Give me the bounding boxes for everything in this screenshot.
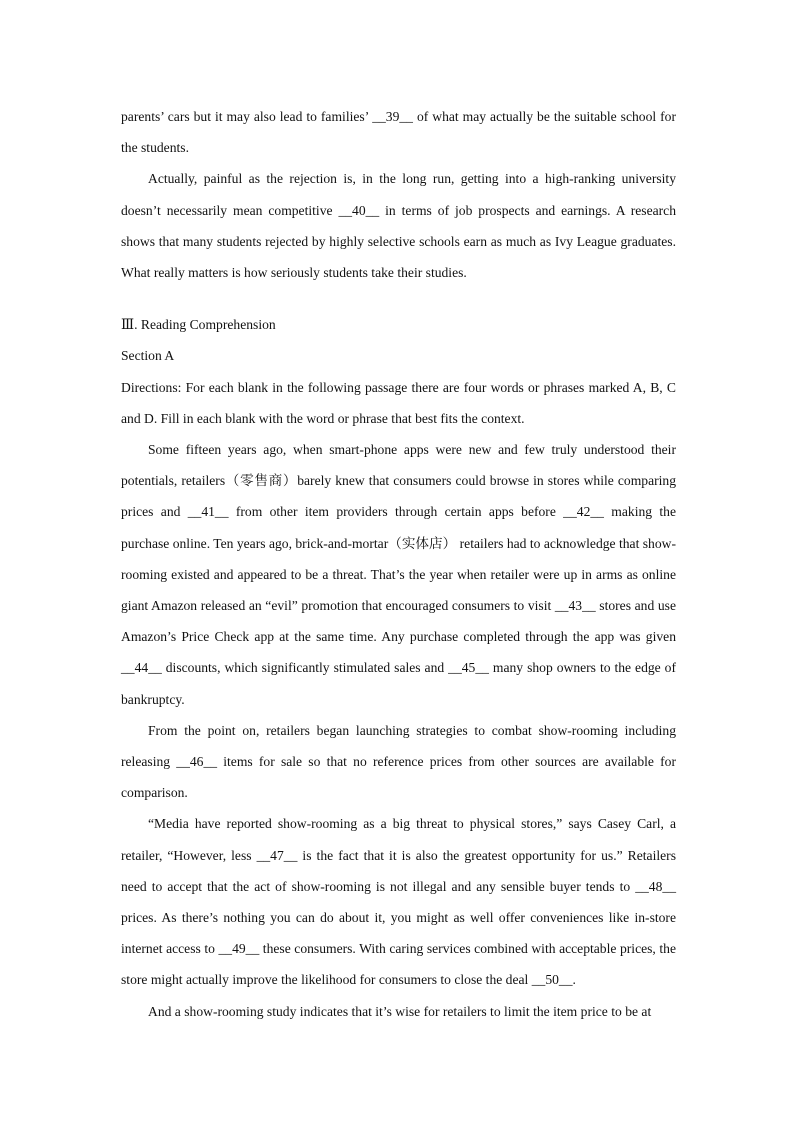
- passage-a-paragraph-1: Some fifteen years ago, when smart-phone apps were new and few truly understood their potentials, retailers（零售商）barely knew that consumers could browse in stores while comparing prices and __41__ from other item providers through certain apps before __42__ making the purchase online. Ten years ago, brick-and-mortar（实体店） retailers had to acknowledge that show-rooming existed and appeared to be a threat. That’s the year when retailer were up in arms as online giant Amazon released an “evil” promotion that encouraged consumers to visit __43__ stores and use Amazon’s Price Check app at the same time. Any purchase completed through the app was given __44__ discounts, which significantly stimulated sales and __45__ many shop owners to the edge of bankruptcy.: [121, 442, 676, 707]
- section-subheading: Section A: [121, 348, 175, 364]
- directions-text: Directions: For each blank in the following passage there are four words or phrases marked A, B, C and D. Fill in each blank with the word or phrase that best fits the context.: [121, 379, 676, 426]
- passage-a-paragraph-4: And a show-rooming study indicates that it’s wise for retailers to limit the item price to be at: [148, 1003, 652, 1019]
- passage-a-paragraph-3: “Media have reported show-rooming as a big threat to physical stores,” says Casey Carl, a retailer, “However, less __47__ is the fact that it is also the greatest opportunity for us.” Retailers need to accept that the act of show-rooming is not illegal and any sensible buyer tends to __48__ prices. As there’s nothing you can do about it, you might as well offer conveniences like in-store internet access to __49__ these consumers. With caring services combined with acceptable prices, the store might actually improve the likelihood for consumers to close the deal __50__.: [121, 816, 676, 988]
- document-page: [121, 101, 676, 1027]
- passage-end-paragraph-2: Actually, painful as the rejection is, in the long run, getting into a high-ranking university doesn’t necessarily mean competitive __40__ in terms of job prospects and earnings. A research shows that many students rejected by highly selective schools earn as much as Ivy League graduates. What really matters is how seriously students take their studies.: [121, 171, 676, 281]
- section-heading: Ⅲ. Reading Comprehension: [121, 317, 276, 333]
- passage-a-paragraph-2: From the point on, retailers began launching strategies to combat show-rooming including releasing __46__ items for sale so that no reference prices from other sources are available for comparison.: [121, 722, 676, 801]
- passage-end-paragraph-1: parents’ cars but it may also lead to families’ __39__ of what may actually be the suitable school for the students.: [121, 109, 676, 156]
